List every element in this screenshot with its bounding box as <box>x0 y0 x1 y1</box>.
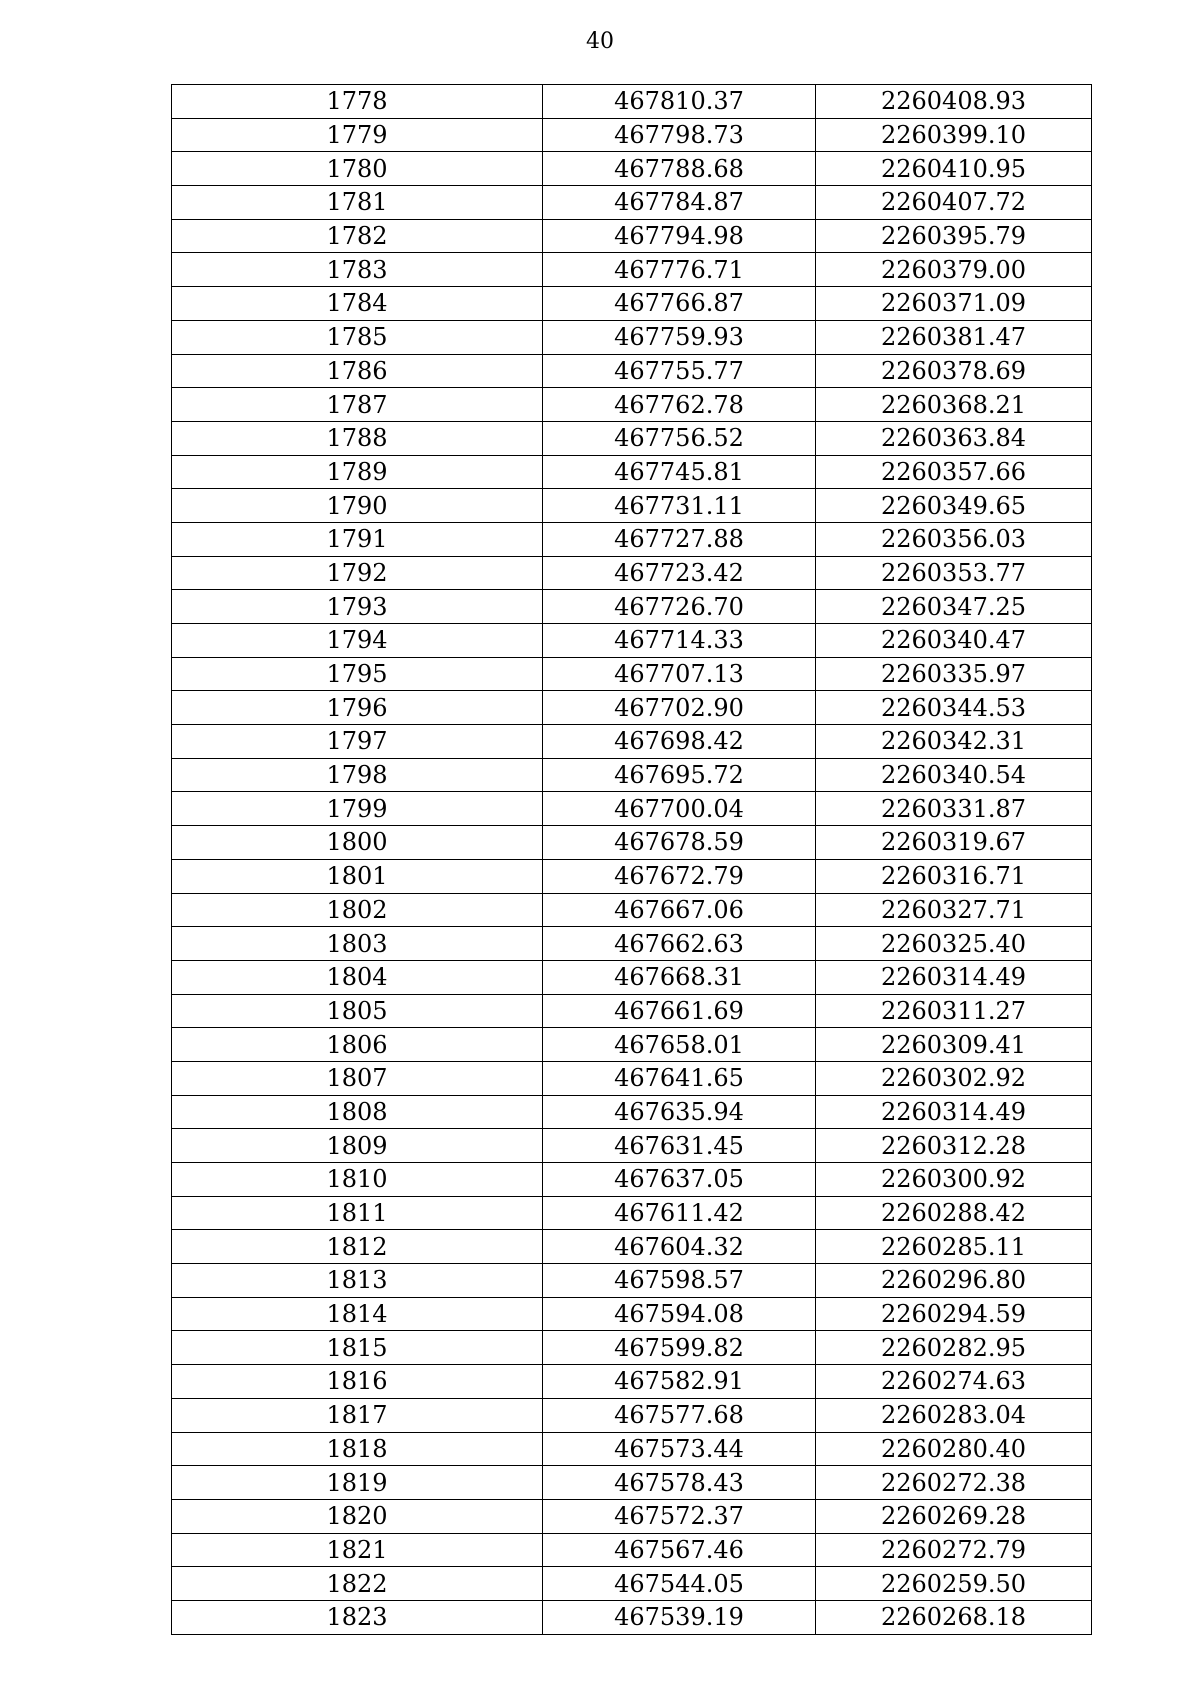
x-coordinate-cell: 467766.87 <box>543 287 816 321</box>
table-row <box>172 388 1092 422</box>
x-coordinate-cell: 467544.05 <box>543 1567 816 1601</box>
x-coordinate-cell: 467658.01 <box>543 1028 816 1062</box>
point-number-cell: 1796 <box>172 691 543 725</box>
y-coordinate-cell: 2260395.79 <box>816 219 1092 253</box>
x-coordinate-cell: 467599.82 <box>543 1331 816 1365</box>
page-number: 40 <box>586 29 614 54</box>
point-number-cell: 1818 <box>172 1432 543 1466</box>
point-number-cell: 1806 <box>172 1028 543 1062</box>
x-coordinate-cell: 467635.94 <box>543 1095 816 1129</box>
x-coordinate-cell: 467578.43 <box>543 1466 816 1500</box>
table-row <box>172 1398 1092 1432</box>
table-row <box>172 758 1092 792</box>
y-coordinate-cell: 2260272.38 <box>816 1466 1092 1500</box>
x-coordinate-cell: 467604.32 <box>543 1230 816 1264</box>
y-coordinate-cell: 2260282.95 <box>816 1331 1092 1365</box>
table-row <box>172 1432 1092 1466</box>
point-number-cell: 1784 <box>172 287 543 321</box>
point-number-cell: 1789 <box>172 455 543 489</box>
point-number-cell: 1790 <box>172 489 543 523</box>
table-row <box>172 219 1092 253</box>
y-coordinate-cell: 2260363.84 <box>816 421 1092 455</box>
point-number-cell: 1804 <box>172 960 543 994</box>
table-row <box>172 1533 1092 1567</box>
x-coordinate-cell: 467726.70 <box>543 590 816 624</box>
table-row <box>172 489 1092 523</box>
x-coordinate-cell: 467727.88 <box>543 522 816 556</box>
table-row <box>172 556 1092 590</box>
x-coordinate-cell: 467567.46 <box>543 1533 816 1567</box>
y-coordinate-cell: 2260314.49 <box>816 960 1092 994</box>
y-coordinate-cell: 2260331.87 <box>816 792 1092 826</box>
y-coordinate-cell: 2260371.09 <box>816 287 1092 321</box>
table-row <box>172 1297 1092 1331</box>
point-number-cell: 1782 <box>172 219 543 253</box>
point-number-cell: 1794 <box>172 624 543 658</box>
y-coordinate-cell: 2260325.40 <box>816 927 1092 961</box>
x-coordinate-cell: 467762.78 <box>543 388 816 422</box>
coordinates-table <box>171 84 1092 1635</box>
point-number-cell: 1781 <box>172 186 543 220</box>
x-coordinate-cell: 467598.57 <box>543 1264 816 1298</box>
x-coordinate-cell: 467745.81 <box>543 455 816 489</box>
table-row <box>172 1129 1092 1163</box>
table-row <box>172 152 1092 186</box>
point-number-cell: 1798 <box>172 758 543 792</box>
point-number-cell: 1799 <box>172 792 543 826</box>
table-row <box>172 354 1092 388</box>
y-coordinate-cell: 2260269.28 <box>816 1499 1092 1533</box>
table-row <box>172 927 1092 961</box>
x-coordinate-cell: 467798.73 <box>543 118 816 152</box>
x-coordinate-cell: 467776.71 <box>543 253 816 287</box>
point-number-cell: 1783 <box>172 253 543 287</box>
table-row <box>172 1196 1092 1230</box>
x-coordinate-cell: 467641.65 <box>543 1061 816 1095</box>
point-number-cell: 1814 <box>172 1297 543 1331</box>
table-row <box>172 1466 1092 1500</box>
point-number-cell: 1802 <box>172 893 543 927</box>
point-number-cell: 1817 <box>172 1398 543 1432</box>
y-coordinate-cell: 2260288.42 <box>816 1196 1092 1230</box>
y-coordinate-cell: 2260356.03 <box>816 522 1092 556</box>
y-coordinate-cell: 2260285.11 <box>816 1230 1092 1264</box>
x-coordinate-cell: 467594.08 <box>543 1297 816 1331</box>
x-coordinate-cell: 467637.05 <box>543 1163 816 1197</box>
table-row <box>172 85 1092 119</box>
point-number-cell: 1821 <box>172 1533 543 1567</box>
x-coordinate-cell: 467759.93 <box>543 320 816 354</box>
x-coordinate-cell: 467784.87 <box>543 186 816 220</box>
y-coordinate-cell: 2260368.21 <box>816 388 1092 422</box>
x-coordinate-cell: 467582.91 <box>543 1365 816 1399</box>
table-row <box>172 1365 1092 1399</box>
x-coordinate-cell: 467672.79 <box>543 859 816 893</box>
y-coordinate-cell: 2260309.41 <box>816 1028 1092 1062</box>
coordinates-table-body <box>172 85 1092 1635</box>
y-coordinate-cell: 2260408.93 <box>816 85 1092 119</box>
point-number-cell: 1813 <box>172 1264 543 1298</box>
table-row <box>172 1163 1092 1197</box>
table-row <box>172 1230 1092 1264</box>
point-number-cell: 1819 <box>172 1466 543 1500</box>
table-row <box>172 1264 1092 1298</box>
y-coordinate-cell: 2260280.40 <box>816 1432 1092 1466</box>
y-coordinate-cell: 2260357.66 <box>816 455 1092 489</box>
y-coordinate-cell: 2260399.10 <box>816 118 1092 152</box>
point-number-cell: 1787 <box>172 388 543 422</box>
point-number-cell: 1811 <box>172 1196 543 1230</box>
table-row <box>172 1028 1092 1062</box>
x-coordinate-cell: 467611.42 <box>543 1196 816 1230</box>
x-coordinate-cell: 467756.52 <box>543 421 816 455</box>
y-coordinate-cell: 2260312.28 <box>816 1129 1092 1163</box>
point-number-cell: 1823 <box>172 1600 543 1634</box>
table-row <box>172 1095 1092 1129</box>
y-coordinate-cell: 2260378.69 <box>816 354 1092 388</box>
x-coordinate-cell: 467723.42 <box>543 556 816 590</box>
y-coordinate-cell: 2260344.53 <box>816 691 1092 725</box>
y-coordinate-cell: 2260316.71 <box>816 859 1092 893</box>
y-coordinate-cell: 2260294.59 <box>816 1297 1092 1331</box>
point-number-cell: 1800 <box>172 826 543 860</box>
y-coordinate-cell: 2260327.71 <box>816 893 1092 927</box>
table-row <box>172 792 1092 826</box>
table-row <box>172 421 1092 455</box>
y-coordinate-cell: 2260296.80 <box>816 1264 1092 1298</box>
x-coordinate-cell: 467573.44 <box>543 1432 816 1466</box>
y-coordinate-cell: 2260340.54 <box>816 758 1092 792</box>
x-coordinate-cell: 467810.37 <box>543 85 816 119</box>
y-coordinate-cell: 2260347.25 <box>816 590 1092 624</box>
y-coordinate-cell: 2260349.65 <box>816 489 1092 523</box>
y-coordinate-cell: 2260353.77 <box>816 556 1092 590</box>
table-row <box>172 691 1092 725</box>
point-number-cell: 1779 <box>172 118 543 152</box>
point-number-cell: 1795 <box>172 657 543 691</box>
x-coordinate-cell: 467794.98 <box>543 219 816 253</box>
x-coordinate-cell: 467788.68 <box>543 152 816 186</box>
table-row <box>172 1600 1092 1634</box>
x-coordinate-cell: 467539.19 <box>543 1600 816 1634</box>
y-coordinate-cell: 2260274.63 <box>816 1365 1092 1399</box>
y-coordinate-cell: 2260283.04 <box>816 1398 1092 1432</box>
table-row <box>172 1331 1092 1365</box>
table-row <box>172 859 1092 893</box>
y-coordinate-cell: 2260407.72 <box>816 186 1092 220</box>
point-number-cell: 1812 <box>172 1230 543 1264</box>
x-coordinate-cell: 467698.42 <box>543 725 816 759</box>
point-number-cell: 1820 <box>172 1499 543 1533</box>
y-coordinate-cell: 2260311.27 <box>816 994 1092 1028</box>
y-coordinate-cell: 2260410.95 <box>816 152 1092 186</box>
table-row <box>172 590 1092 624</box>
table-row <box>172 320 1092 354</box>
y-coordinate-cell: 2260381.47 <box>816 320 1092 354</box>
x-coordinate-cell: 467678.59 <box>543 826 816 860</box>
x-coordinate-cell: 467695.72 <box>543 758 816 792</box>
table-row <box>172 1499 1092 1533</box>
table-row <box>172 1061 1092 1095</box>
table-row <box>172 522 1092 556</box>
y-coordinate-cell: 2260342.31 <box>816 725 1092 759</box>
y-coordinate-cell: 2260259.50 <box>816 1567 1092 1601</box>
point-number-cell: 1780 <box>172 152 543 186</box>
table-row <box>172 960 1092 994</box>
point-number-cell: 1786 <box>172 354 543 388</box>
point-number-cell: 1808 <box>172 1095 543 1129</box>
point-number-cell: 1785 <box>172 320 543 354</box>
table-row <box>172 287 1092 321</box>
x-coordinate-cell: 467661.69 <box>543 994 816 1028</box>
x-coordinate-cell: 467731.11 <box>543 489 816 523</box>
y-coordinate-cell: 2260340.47 <box>816 624 1092 658</box>
point-number-cell: 1807 <box>172 1061 543 1095</box>
table-row <box>172 1567 1092 1601</box>
point-number-cell: 1791 <box>172 522 543 556</box>
table-row <box>172 826 1092 860</box>
x-coordinate-cell: 467667.06 <box>543 893 816 927</box>
point-number-cell: 1810 <box>172 1163 543 1197</box>
table-row <box>172 624 1092 658</box>
table-row <box>172 893 1092 927</box>
table-row <box>172 186 1092 220</box>
x-coordinate-cell: 467755.77 <box>543 354 816 388</box>
x-coordinate-cell: 467700.04 <box>543 792 816 826</box>
point-number-cell: 1809 <box>172 1129 543 1163</box>
x-coordinate-cell: 467662.63 <box>543 927 816 961</box>
table-row <box>172 253 1092 287</box>
y-coordinate-cell: 2260319.67 <box>816 826 1092 860</box>
y-coordinate-cell: 2260302.92 <box>816 1061 1092 1095</box>
x-coordinate-cell: 467702.90 <box>543 691 816 725</box>
point-number-cell: 1803 <box>172 927 543 961</box>
point-number-cell: 1792 <box>172 556 543 590</box>
point-number-cell: 1816 <box>172 1365 543 1399</box>
table-row <box>172 455 1092 489</box>
x-coordinate-cell: 467707.13 <box>543 657 816 691</box>
point-number-cell: 1778 <box>172 85 543 119</box>
point-number-cell: 1801 <box>172 859 543 893</box>
y-coordinate-cell: 2260272.79 <box>816 1533 1092 1567</box>
x-coordinate-cell: 467631.45 <box>543 1129 816 1163</box>
table-row <box>172 725 1092 759</box>
x-coordinate-cell: 467714.33 <box>543 624 816 658</box>
point-number-cell: 1815 <box>172 1331 543 1365</box>
x-coordinate-cell: 467572.37 <box>543 1499 816 1533</box>
y-coordinate-cell: 2260379.00 <box>816 253 1092 287</box>
table-row <box>172 657 1092 691</box>
point-number-cell: 1822 <box>172 1567 543 1601</box>
x-coordinate-cell: 467577.68 <box>543 1398 816 1432</box>
table-row <box>172 994 1092 1028</box>
point-number-cell: 1797 <box>172 725 543 759</box>
x-coordinate-cell: 467668.31 <box>543 960 816 994</box>
point-number-cell: 1788 <box>172 421 543 455</box>
y-coordinate-cell: 2260300.92 <box>816 1163 1092 1197</box>
y-coordinate-cell: 2260314.49 <box>816 1095 1092 1129</box>
point-number-cell: 1793 <box>172 590 543 624</box>
table-row <box>172 118 1092 152</box>
y-coordinate-cell: 2260335.97 <box>816 657 1092 691</box>
y-coordinate-cell: 2260268.18 <box>816 1600 1092 1634</box>
point-number-cell: 1805 <box>172 994 543 1028</box>
